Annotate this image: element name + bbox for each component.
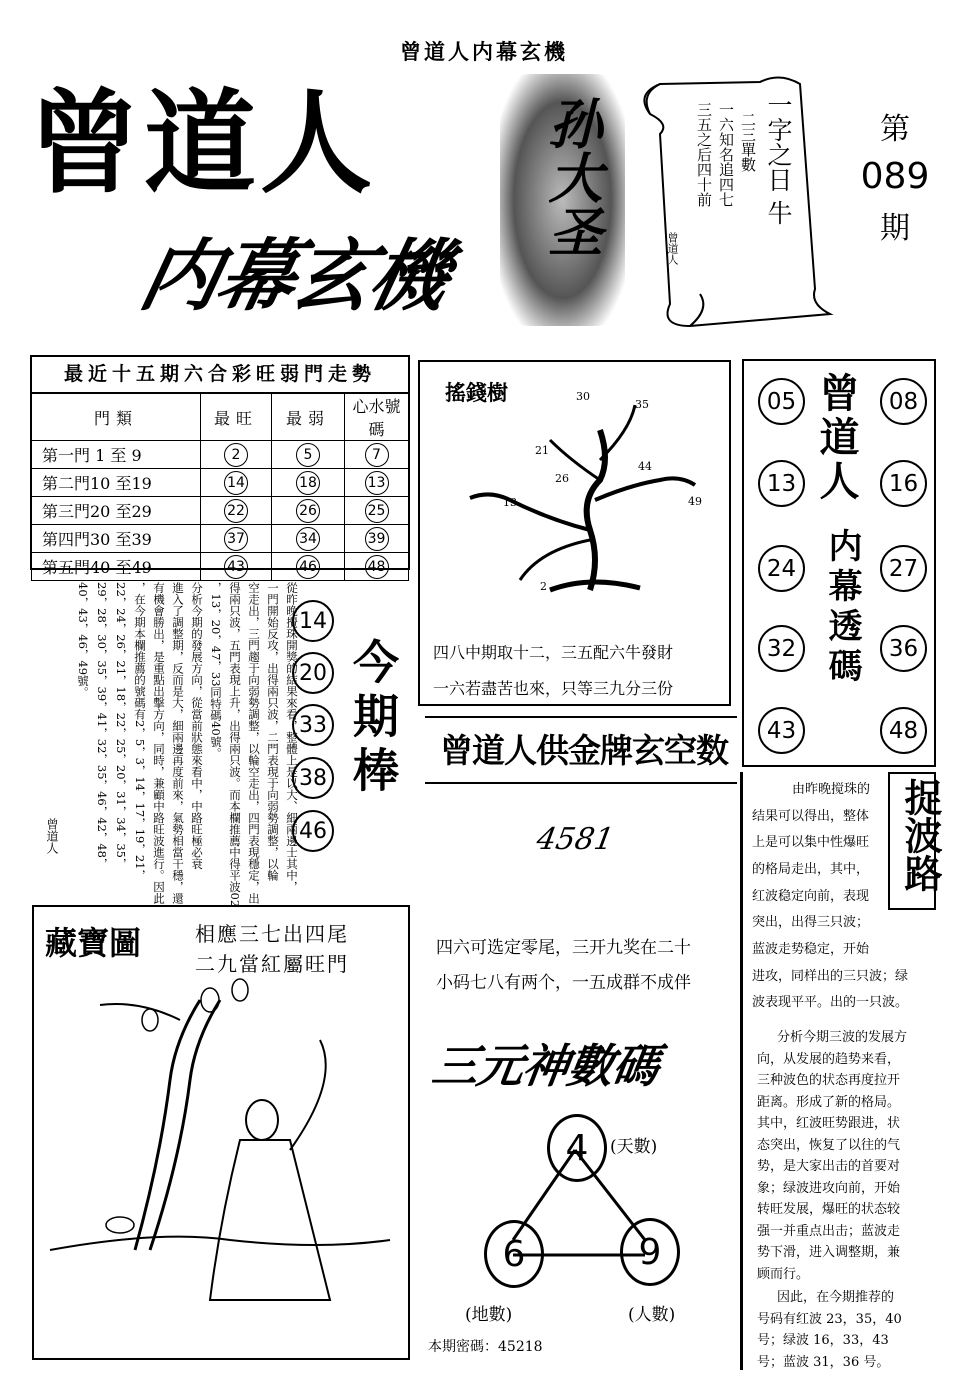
wave-line: 态突出，恢复了以往的气	[757, 1137, 901, 1153]
analysis-col: 空走出，三門趨于向弱勢調整，以輪空走出，四門表現穩定，出	[247, 582, 261, 904]
tree-number: 35	[635, 398, 649, 411]
wave-title: 捉波路	[898, 778, 943, 892]
wave-divider	[740, 772, 743, 1370]
tree-number: 21	[535, 444, 549, 457]
wave-line: 号；蓝波 31，36 号。	[757, 1354, 890, 1370]
scroll-col4: 三五之后四十前	[695, 102, 713, 207]
analysis-col: 得兩只波，五門表現上升，出得兩只波。而本欄推薦中得平波02	[228, 582, 242, 908]
gold-banner-title: 曾道人供金牌玄空数	[440, 731, 728, 770]
pick-cell: 7	[365, 443, 389, 467]
code-left-number: 43	[758, 707, 805, 754]
code-right-number: 48	[880, 707, 927, 754]
header-max: 最旺	[201, 394, 272, 441]
tian-label: (天數)	[610, 1137, 658, 1157]
treasure-title: 藏寶圖	[45, 924, 142, 962]
pick-cell: 48	[365, 555, 389, 579]
tree-number: 2	[540, 580, 547, 593]
pick-number: 33	[292, 704, 334, 746]
wave-line: 因此，在今期推荐的	[777, 1290, 895, 1305]
wave-line: 象；绿波进攻向前，开始	[757, 1180, 901, 1196]
tree-number: 26	[555, 472, 569, 485]
password-label: 本期密碼：	[428, 1339, 498, 1355]
analysis-col: 29，28，30，35，39，41，32，35，46，42，48，	[95, 582, 109, 870]
wave-line: 结果可以得出，整体	[752, 809, 870, 824]
di-number: 6	[484, 1220, 544, 1288]
handwritten-number: 4581	[533, 822, 617, 857]
side-signature: 曾道人	[45, 818, 59, 854]
poem-line: 小码七八有两个，一五成群不成伴	[436, 973, 691, 993]
analysis-columns	[60, 582, 300, 908]
analysis-col: 22，24，26，21，18，22，25，20，31，34，35，	[114, 582, 128, 870]
poem-line: 四六可选定零尾，三开九奖在二十	[436, 938, 691, 958]
issue-block	[860, 104, 930, 247]
max-cell: 22	[224, 499, 248, 523]
max-cell: 43	[224, 555, 248, 579]
password-value: 45218	[498, 1339, 543, 1355]
min-cell: 18	[296, 471, 320, 495]
issue-number: 089	[860, 156, 930, 197]
table-row	[32, 525, 409, 553]
pick-cell: 39	[365, 527, 389, 551]
trend-table-title: 最近十五期六合彩旺弱門走勢	[31, 355, 409, 393]
header-gate: 門類	[32, 394, 201, 441]
analysis-col: ，在今期本欄推薦的號碼有2，5，3，14，17，19，21，	[133, 582, 147, 881]
wave-line: 向，从发展的趋势来看，	[757, 1051, 901, 1067]
di-label: (地數)	[465, 1305, 513, 1325]
wave-line: 三种波色的状态再度拉开	[757, 1073, 901, 1088]
pick-number: 38	[292, 757, 334, 799]
wave-line: 由昨晚搅珠的	[792, 782, 871, 797]
code-right-number: 16	[880, 460, 927, 507]
issue-prefix: 第	[880, 112, 910, 147]
header-pick: 心水號碼	[345, 394, 409, 441]
table-row	[32, 441, 409, 469]
code-panel-bottom-title: 内幕透碼	[822, 528, 862, 688]
min-cell: 34	[296, 527, 320, 551]
wave-line: 顾而行。	[757, 1266, 810, 1282]
treasure-line: 相應三七出四尾	[195, 922, 349, 946]
wave-line: 分析今期三波的发展方	[777, 1030, 908, 1045]
wave-line: 红波稳定向前，表现	[752, 889, 870, 904]
wave-line: 号码有红波 23，35，40	[757, 1311, 902, 1327]
ren-number: 9	[620, 1218, 680, 1286]
scroll-col3: 一六知名追四七	[717, 102, 735, 207]
wave-line: 转旺发展，爆旺的状态较	[757, 1202, 901, 1217]
tree-verse: 一六若盡苦也來，只等三九分三份	[433, 679, 674, 698]
scroll-col1: 一字之日 牛	[764, 92, 793, 225]
wave-line: 距离。形成了新的格局。	[757, 1094, 901, 1110]
gate-cell: 第三門20 至29	[32, 497, 201, 525]
gate-cell: 第四門30 至39	[32, 525, 201, 553]
min-cell: 46	[296, 555, 320, 579]
scroll-col2: 二三單數	[739, 112, 757, 172]
gate-cell: 第二門10 至19	[32, 469, 201, 497]
scroll-signature: 曾道人	[666, 232, 679, 265]
wave-line: 波表现平平。出的一只波。	[752, 995, 909, 1010]
wave-line: 的格局走出，其中，	[752, 862, 870, 877]
main-title: 曾道人	[28, 78, 376, 209]
tree-verse: 四八中期取十二，三五配六牛發財	[433, 643, 674, 662]
code-right-number: 08	[880, 378, 927, 425]
table-row	[32, 469, 409, 497]
seal-block	[500, 74, 625, 326]
max-cell: 2	[224, 443, 248, 467]
money-tree-title: 搖錢樹	[445, 380, 508, 405]
sanyuan-title: 三元神數碼	[428, 1039, 662, 1093]
goddess-illustration	[40, 960, 402, 1350]
treasure-line: 二九當紅屬旺門	[195, 952, 349, 976]
analysis-col: 分析今期的發展方向，從當前狀態來看中，中路旺極必衰	[190, 582, 204, 870]
wave-line: 势，是大家出击的首要对	[757, 1159, 901, 1174]
ren-label: (人數)	[628, 1305, 676, 1325]
table-header-row	[32, 394, 409, 441]
min-cell: 5	[296, 443, 320, 467]
code-left-number: 13	[758, 460, 805, 507]
gate-cell: 第五門40 至49	[32, 553, 201, 581]
max-cell: 37	[224, 527, 248, 551]
pick-cell: 13	[365, 471, 389, 495]
code-right-number: 27	[880, 545, 927, 592]
trend-table	[31, 393, 409, 581]
tree-number: 44	[638, 460, 652, 473]
analysis-col: 從昨晚攪珠開獎的結果來看，整體上是以大、細兩邊士其中，	[285, 582, 299, 893]
wave-line: 上是可以集中性爆旺	[752, 835, 870, 850]
table-row	[32, 553, 409, 581]
code-panel-top-title: 曾道人	[813, 372, 860, 504]
today-picks-label: 今期棒	[346, 638, 400, 800]
tree-number: 13	[503, 496, 517, 509]
min-cell: 26	[296, 499, 320, 523]
wave-line: 号；绿波 16，33，43	[757, 1333, 889, 1348]
code-right-number: 36	[880, 625, 927, 672]
table-row	[32, 497, 409, 525]
issue-suffix: 期	[880, 211, 910, 246]
max-cell: 14	[224, 471, 248, 495]
pick-cell: 25	[365, 499, 389, 523]
pick-number: 46	[292, 810, 334, 852]
analysis-col: 40，43，46，49號。	[76, 582, 90, 699]
tree-number: 49	[688, 495, 702, 508]
analysis-col: 進入了調整期，反而是大，細兩邊再度前來，氣勢相當干穩，還	[171, 582, 185, 904]
seal-text: 孙大圣	[540, 96, 604, 258]
wave-line: 进攻，同样出的三只波；绿	[752, 969, 909, 984]
gate-cell: 第一門 1 至 9	[32, 441, 201, 469]
password-row	[428, 1336, 543, 1356]
top-caption: 曾道人内幕玄機	[400, 39, 568, 64]
pick-number: 14	[292, 600, 334, 642]
analysis-col: ，13，20，47，33同特碼40號。	[209, 582, 223, 759]
wave-line: 蓝波走势稳定，开始	[752, 942, 870, 957]
pick-number: 20	[292, 652, 334, 694]
code-left-number: 05	[758, 378, 805, 425]
analysis-col: 有機會勝出，是重點出擊方向，同時，兼顧中路旺波進行。因此	[152, 582, 166, 904]
wave-line: 其中，红波旺势跟进，状	[757, 1116, 901, 1131]
tree-number: 30	[576, 390, 590, 403]
header-min: 最弱	[272, 394, 345, 441]
analysis-col: 一門開始反攻，出得兩只波，二門表現于向弱勢調整，以輪	[266, 582, 280, 881]
wave-line: 势下滑，进入调整期，兼	[757, 1245, 901, 1260]
code-left-number: 32	[758, 625, 805, 672]
sub-title: 内幕玄機	[132, 232, 456, 322]
tian-number: 4	[547, 1114, 607, 1182]
code-left-number: 24	[758, 545, 805, 592]
wave-line: 强一并重点出击；蓝波走	[757, 1223, 901, 1239]
tree-illustration	[440, 390, 730, 600]
wave-line: 突出，出得三只波；	[752, 915, 870, 930]
